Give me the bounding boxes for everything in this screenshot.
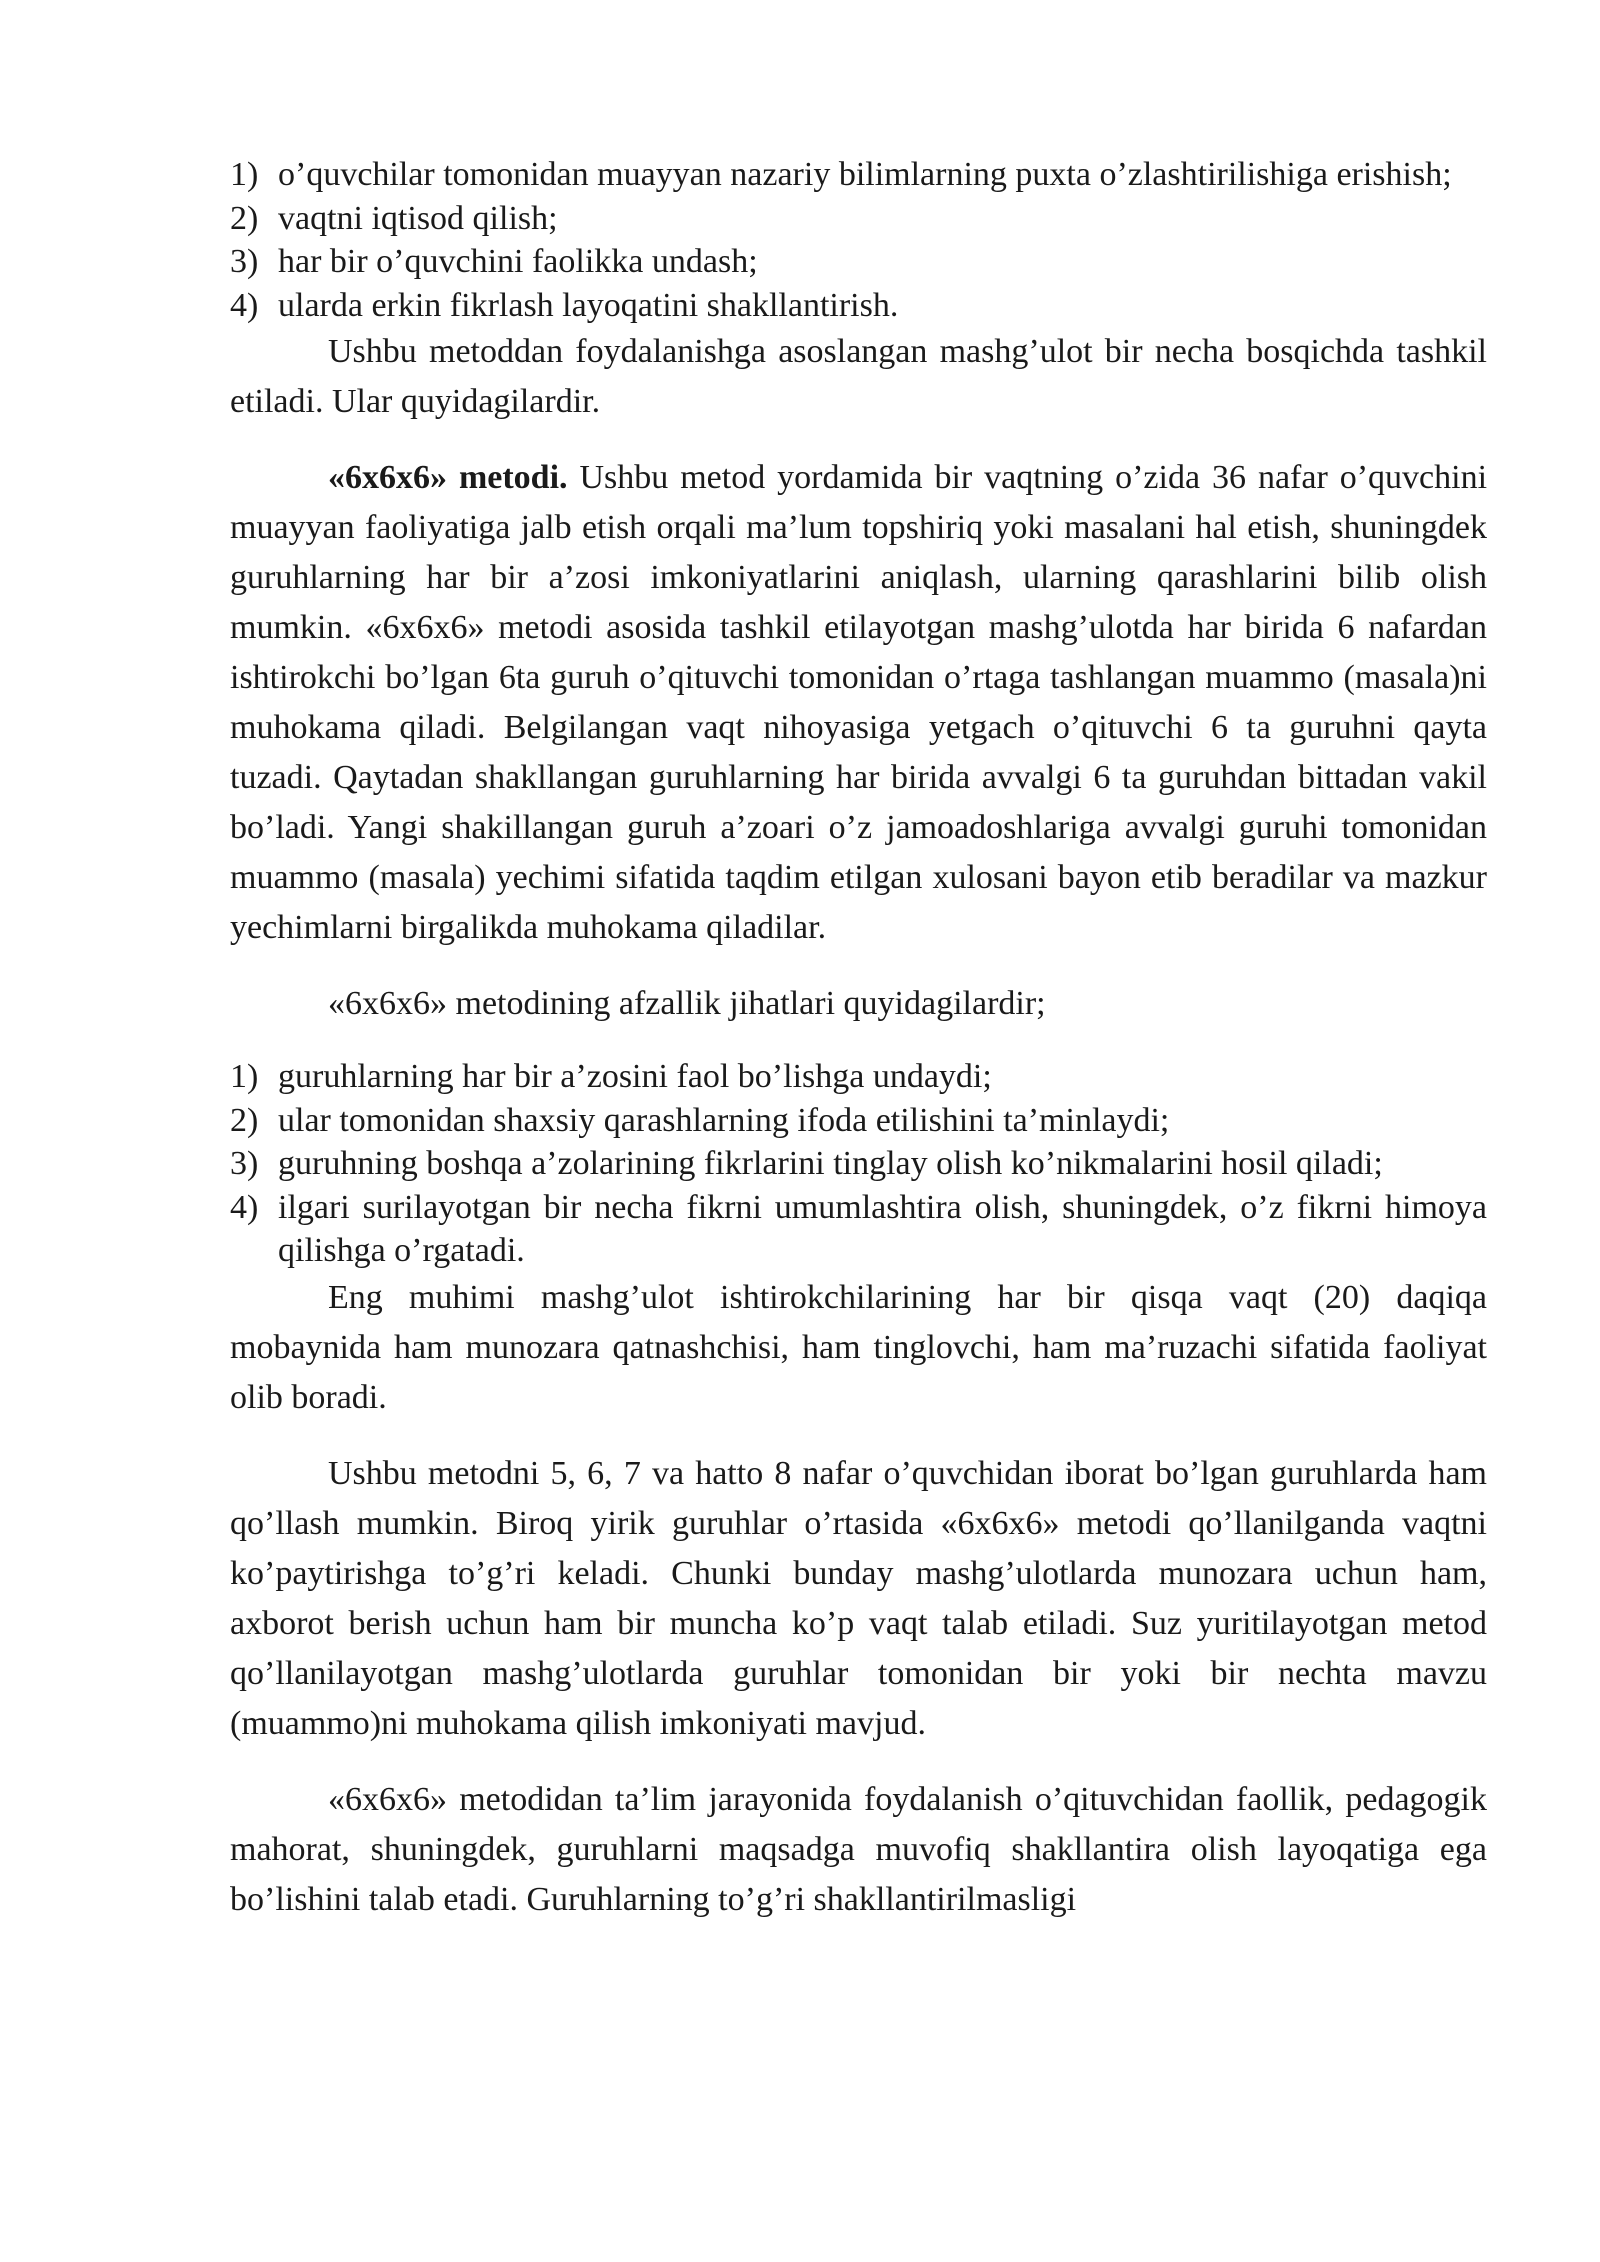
list-item-number: 4)	[230, 286, 259, 324]
list-item-text: guruhlarning har bir a’zosini faol bo’lishga undaydi;	[278, 1058, 992, 1095]
list-item	[230, 1099, 1487, 1143]
list-item-number: 2)	[230, 199, 259, 237]
list-item-text: vaqtni iqtisod qilish;	[278, 199, 558, 237]
list-item-text: ularda erkin fikrlash layoqatini shakllantirish.	[278, 286, 899, 324]
document-page	[230, 153, 1487, 1925]
list-item	[230, 1055, 1487, 1099]
paragraph: Ushbu metodni 5, 6, 7 va hatto 8 nafar o’quvchidan iborat bo’lgan guruhlarda ham qo’llash mumkin. Biroq yirik guruhlar o’rtasida «6x6x6» metodi qo’llanilganda vaqtni ko’paytirishga to’g’ri keladi. Chunki bunday mashg’ulotlarda munozara uchun ham, axborot berish uchun ham bir muncha ko’p vaqt talab etiladi. Suz yuritilayotgan metod qo’llanilayotgan mashg’ulotlarda guruhlar tomonidan bir yoki bir nechta mavzu (muammo)ni muhokama qilish imkoniyati mavjud.	[230, 1454, 1487, 1742]
paragraph: «6x6x6» metodidan ta’lim jarayonida foydalanish o’qituvchidan faollik, pedagogik mahorat, shuningdek, guruhlarni maqsadga muvofiq shakllantira olish layoqatiga ega bo’lishini talab etadi. Guruhlarning to’g’ri shakllantirilmasligi	[230, 1780, 1487, 1918]
list-item-number: 3)	[230, 1145, 259, 1182]
advantages-list	[230, 1055, 1487, 1273]
list-item-text: ilgari surilayotgan bir necha fikrni umumlashtira olish, shuningdek, o’z fikrni himoya qilishga o’rgatadi.	[278, 1188, 1487, 1269]
paragraph: «6x6x6» metodining afzallik jihatlari quyidagilardir;	[328, 985, 1046, 1022]
list-item-text: o’quvchilar tomonidan muayyan nazariy bilimlarning puxta o’zlashtirilishiga erishish;	[278, 156, 1452, 193]
list-item-number: 3)	[230, 243, 259, 280]
list-item	[230, 1142, 1487, 1186]
method-title: «6x6x6» metodi.	[328, 459, 568, 496]
list-item	[230, 1186, 1487, 1273]
goals-list	[230, 153, 1487, 327]
list-item	[230, 284, 1487, 328]
list-item	[230, 240, 1487, 284]
method-paragraph	[230, 453, 1487, 953]
list-item	[230, 197, 1487, 241]
paragraph: Eng muhimi mashg’ulot ishtirokchilarining har bir qisqa vaqt (20) daqiqa mobaynida ham munozara qatnashchisi, ham tinglovchi, ham ma’ruzachi sifatida faoliyat olib boradi.	[230, 1278, 1487, 1416]
paragraph-text: Ushbu metod yordamida bir vaqtning o’zida 36 nafar o’quvchini muayyan faoliyatiga jalb etish orqali ma’lum topshiriq yoki masalani hal etish, shuningdek guruhlarning har bir a’zosi imkoniyatlarini aniqlash, ularning qarashlarini bilib olish mumkin. «6x6x6» metodi asosida tashkil etilayotgan mashg’ulotda har birida 6 nafardan ishtirokchi bo’lgan 6ta guruh o’qituvchi tomonidan o’rtaga tashlangan muammo (masala)ni muhokama qiladi. Belgilangan vaqt nihoyasiga yetgach o’qituvchi 6 ta guruhni qayta tuzadi. Qaytadan shakllangan guruhlarning har birida avvalgi 6 ta guruhdan bittadan vakil bo’ladi. Yangi shakillangan guruh a’zoari o’z jamoadoshlariga avvalgi guruhi tomonidan muammo (masala) yechimi sifatida taqdim etilgan xulosani bayon etib beradilar va mazkur yechimlarni birgalikda muhokama qiladilar.	[230, 459, 1488, 946]
list-item-number: 4)	[230, 1188, 259, 1226]
list-item-number: 1)	[230, 156, 259, 193]
list-item-text: ular tomonidan shaxsiy qarashlarning ifoda etilishini ta’minlaydi;	[278, 1101, 1170, 1139]
list-item	[230, 153, 1487, 197]
list-item-text: har bir o’quvchini faolikka undash;	[278, 243, 758, 280]
list-item-number: 2)	[230, 1101, 259, 1139]
list-item-text: guruhning boshqa a’zolarining fikrlarini tinglay olish ko’nikmalarini hosil qiladi;	[278, 1145, 1383, 1182]
paragraph: Ushbu metoddan foydalanishga asoslangan mashg’ulot bir necha bosqichda tashkil etiladi. Ular quyidagilardir.	[230, 333, 1487, 420]
list-item-number: 1)	[230, 1058, 259, 1095]
